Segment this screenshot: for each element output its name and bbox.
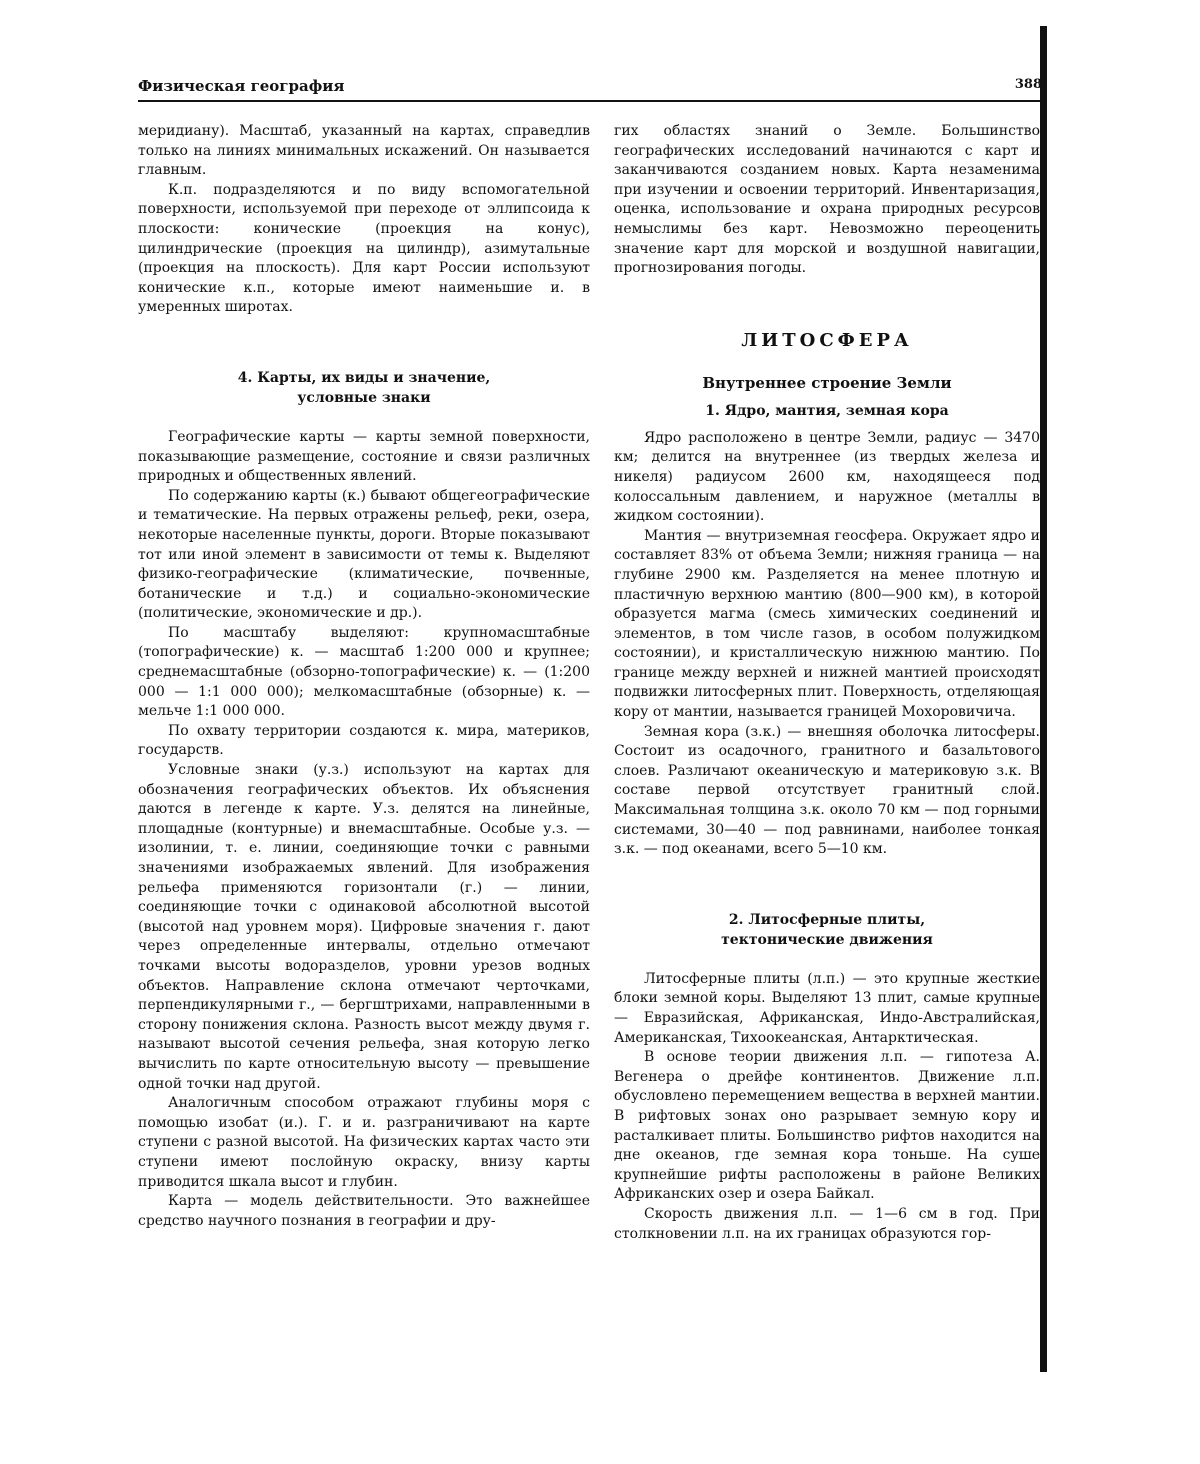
page-edge-bar bbox=[1040, 26, 1047, 1372]
paragraph: Географические карты — карты земной поверхности, показывающие размещение, состояние и связи различных природных и общественных явлений. bbox=[138, 428, 590, 485]
header-rule bbox=[138, 100, 1042, 102]
paragraph: Карта — модель действительности. Это важнейшее средство научного познания в географии и дру- bbox=[138, 1193, 590, 1229]
paragraph: Литосферные плиты (л.п.) — это крупные жесткие блоки земной коры. Выделяют 13 плит, самые крупные — Евразийская, Африканская, Индо-Австралийская, Американская, Тихоокеанская, Антарктическая. bbox=[614, 970, 1040, 1046]
right-column bbox=[614, 122, 1040, 1244]
subsection-heading-line: тектонические движения bbox=[721, 931, 933, 948]
subsection-heading: 1. Ядро, мантия, земная кора bbox=[705, 402, 949, 419]
paragraph: гих областях знаний о Земле. Большинство географических исследований начинаются с карт и заканчиваются созданием новых. Карта незаменима при изучении и освоении территорий. Инвентаризация, оценка, использование и охрана природных ресурсов немыслимы без карт. Невозможно переоценить значение карт для морской и воздушной навигации, прогнозирования погоды. bbox=[614, 123, 1040, 277]
running-header bbox=[138, 74, 1042, 104]
section-heading-line: 4. Карты, их виды и значение, bbox=[237, 369, 491, 386]
paragraph: Аналогичным способом отражают глубины моря с помощью изобат (и.). Г. и и. разграничивают на карте ступени с разной высотой. На физических картах часто эти ступени имеют послойную окраску, внизу карты приводится шкала высот и глубин. bbox=[138, 1095, 590, 1190]
paragraph: По масштабу выделяют: крупномасштабные (топографические) к. — масштаб 1:200 000 и крупнее; среднемасштабные (обзорно-топографические) к. — (1:200 000 — 1:1 000 000); мелкомасштабные (обзорные) к. — мельче 1:1 000 000. bbox=[138, 624, 590, 720]
paragraph: Скорость движения л.п. — 1—6 см в год. При столкновении л.п. на их границах образуются гор- bbox=[614, 1205, 1040, 1242]
paragraph: Мантия — внутриземная геосфера. Окружает ядро и составляет 83% от объема Земли; нижняя граница — на глубине 2900 км. Разделяется на менее плотную и пластичную верхнюю мантию (800—900 км), в которой образуется магма (смесь химических соединений и элементов, в том числе газов, в особом полужидком состоянии), и кристаллическую нижнюю мантию. По границе между верхней и нижней мантией происходят подвижки литосферных плит. Поверхность, отделяющая кору от мантии, называется границей Мохоровичича. bbox=[614, 527, 1040, 721]
paragraph: Условные знаки (у.з.) используют на картах для обозначения географических объектов. Их объяснения даются в легенде к карте. У.з. делятся на линейные, площадные (контурные) и внемасштабные. Особые у.з. — изолинии, т. е. линии, соединяющие точки с равными значениями изображаемых явлений. Для изображения рельефа применяются горизонтали (г.) — линии, соединяющие точки с одинаковой абсолютной высотой (высотой над уровнем моря). Цифровые значения г. дают через определенные интервалы, отдельно отмечают точками высоты водоразделов, уровни урезов водных объектов. Направление склона отмечают черточками, перпендикулярными г., — бергштрихами, направленными в сторону понижения склона. Разность высот между двумя г. называют высотой сечения рельефа, зная которую легко вычислить по карте относительную высоту — превышение одной точки над другой. bbox=[138, 762, 590, 1092]
header-title: Физическая география bbox=[138, 77, 345, 95]
paragraph: К.п. подразделяются и по виду вспомогательной поверхности, используемой при переходе от эллипсоида к плоскости: конические (проекция на конус), цилиндрические (проекция на цилиндр), азимутальные (проекция на плоскость). Для карт России используют конические к.п., которые имеют наименьшие и. в умеренных широтах. bbox=[138, 181, 590, 316]
paragraph: Земная кора (з.к.) — внешняя оболочка литосферы. Состоит из осадочного, гранитного и базальтового слоев. Различают океаническую и материковую з.к. В составе первой отсутствует гранитный слой. Максимальная толщина з.к. около 70 км — под горными системами, 30—40 — под равнинами, наиболее тонкая з.к. — под океанами, всего 5—10 км. bbox=[614, 723, 1040, 858]
paragraph: Ядро расположено в центре Земли, радиус — 3470 км; делится на внутреннее (из твердых железа и никеля) радиусом 2600 км, находящееся под колоссальным давлением, и наружное (металлы в жидком состоянии). bbox=[614, 429, 1040, 525]
paragraph: По содержанию карты (к.) бывают общегеографические и тематические. На первых отражены рельеф, реки, озера, некоторые населенные пункты, дороги. Вторые показывают тот или иной элемент в зависимости от темы к. Выделяют физико-географические (климатические, почвенные, ботанические и т.д.) и социально-экономические (политические, экономические и др.). bbox=[138, 487, 590, 622]
subsection-heading-line: 2. Литосферные плиты, bbox=[728, 911, 926, 928]
section-heading bbox=[138, 368, 590, 408]
paragraph: В основе теории движения л.п. — гипотеза А. Вегенера о дрейфе континентов. Движение л.п. обусловлено перемещением вещества в верхней мантии. В рифтовых зонах оно разрывает земную кору и расталкивает плиты. Большинство рифтов находится на дне океанов, где земная кора тоньше. На суше крупнейшие рифты расположены в районе Великих Африканских озер и озера Байкал. bbox=[614, 1049, 1040, 1203]
section-heading-line: условные знаки bbox=[297, 389, 431, 406]
chapter-title: ЛИТОСФЕРА bbox=[741, 329, 913, 351]
paragraph: меридиану). Масштаб, указанный на картах, справедлив только на линиях минимальных искажений. Он называется главным. bbox=[138, 123, 590, 179]
section-title: Внутреннее строение Земли bbox=[702, 373, 952, 392]
page-number: 388 bbox=[1014, 77, 1042, 92]
subsection-heading bbox=[614, 910, 1040, 950]
paragraph: По охвату территории создаются к. мира, материков, государств. bbox=[138, 722, 590, 759]
left-column bbox=[138, 122, 590, 1231]
